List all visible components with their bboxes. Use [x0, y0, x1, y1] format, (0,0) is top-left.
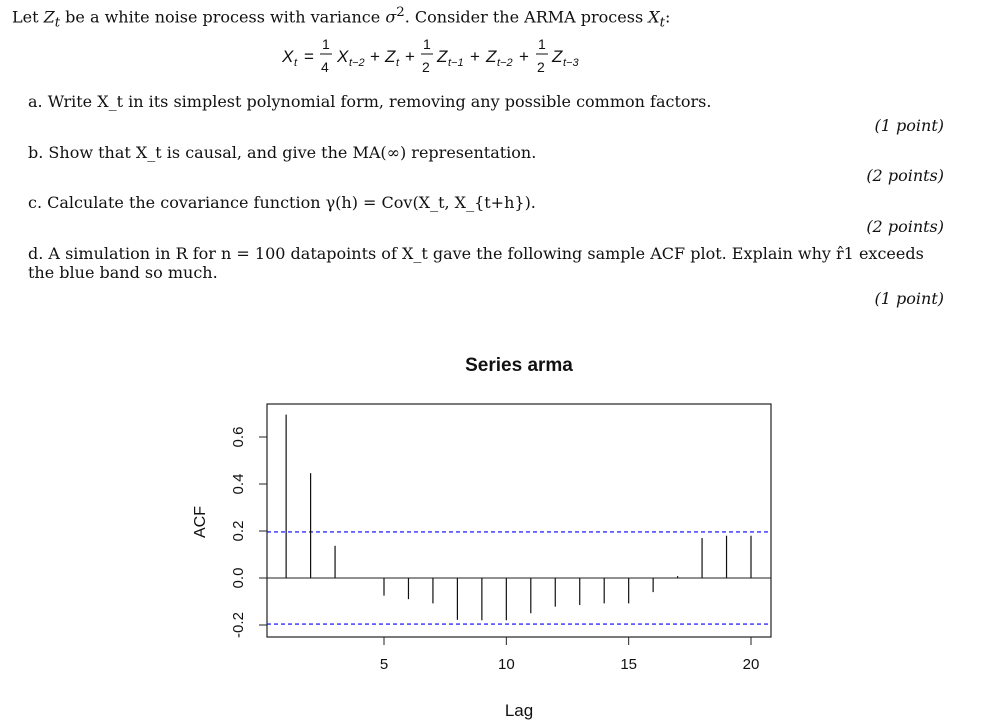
svg-text:Z: Z [385, 47, 396, 66]
question-c-points: (2 points) [866, 217, 944, 236]
y-tick-label-0: -0.2 [230, 612, 247, 638]
question-c-label: c. [28, 193, 43, 212]
svg-text:1: 1 [322, 36, 330, 52]
svg-text:Z: Z [552, 47, 563, 66]
plot-frame [267, 404, 771, 637]
intro-text-1: Let [12, 7, 44, 27]
svg-text:t: t [396, 57, 400, 69]
chart-title: Series arma [465, 355, 573, 376]
question-a-label: a. [28, 92, 43, 111]
intro-text-3: . Consider the ARMA process [404, 7, 649, 27]
x-tick-label-20: 20 [742, 656, 760, 673]
svg-text:+: + [405, 47, 415, 66]
x-axis-label: Lag [504, 701, 534, 720]
svg-text:t−3: t−3 [563, 57, 579, 69]
x-tick-label-10: 10 [497, 656, 515, 673]
x-tick-label-15: 15 [620, 656, 638, 673]
question-b-text: Show that X_t is causal, and give the MA(∞) representation. [48, 143, 537, 162]
intro-text-2: be a white noise process with variance [60, 7, 386, 27]
svg-text:=: = [304, 47, 314, 66]
question-a-text: Write X_t in its simplest polynomial form, removing any possible common factors. [47, 92, 712, 111]
sup-2: 2 [396, 5, 405, 20]
svg-text:+: + [470, 47, 480, 66]
svg-text:+: + [519, 47, 529, 66]
svg-text:+: + [370, 47, 380, 66]
question-b-label: b. [28, 143, 44, 162]
svg-text:2: 2 [537, 59, 545, 75]
svg-text:t: t [294, 57, 298, 69]
svg-text:1: 1 [423, 36, 431, 52]
intro-text-4: : [664, 7, 671, 27]
question-d-points: (1 point) [874, 289, 944, 308]
svg-text:Z: Z [437, 47, 448, 66]
y-axis-label: ACF [192, 506, 209, 538]
question-b-points: (2 points) [866, 166, 944, 185]
question-c-text: Calculate the covariance function γ(h) = Cov(X_t, X_{t+h}). [47, 193, 536, 212]
question-d-text: A simulation in R for n = 100 datapoints of X_t gave the following sample ACF plot. Explain why r̂1 exceeds the blue band so much. [28, 244, 924, 282]
svg-text:4: 4 [321, 59, 329, 75]
svg-text:X: X [337, 47, 349, 66]
sub-t2: t [659, 15, 665, 31]
svg-text:t−2: t−2 [349, 57, 365, 69]
var-z: Z [43, 7, 55, 27]
svg-text:t−1: t−1 [448, 57, 464, 69]
svg-text:X: X [282, 47, 294, 66]
x-tick-label-5: 5 [379, 656, 389, 673]
var-x: X [648, 7, 660, 27]
svg-text:2: 2 [422, 59, 430, 75]
question-d-label: d. [28, 244, 44, 263]
y-tick-label-1: 0.0 [230, 567, 247, 589]
svg-text:t−2: t−2 [497, 57, 513, 69]
sub-t: t [54, 15, 61, 31]
svg-text:Z: Z [486, 47, 497, 66]
y-tick-label-4: 0.6 [230, 426, 247, 448]
y-tick-label-3: 0.4 [230, 473, 247, 495]
y-tick-label-2: 0.2 [230, 520, 247, 542]
var-sigma: σ [385, 7, 397, 27]
svg-text:1: 1 [538, 36, 546, 52]
question-a-points: (1 point) [874, 116, 944, 135]
